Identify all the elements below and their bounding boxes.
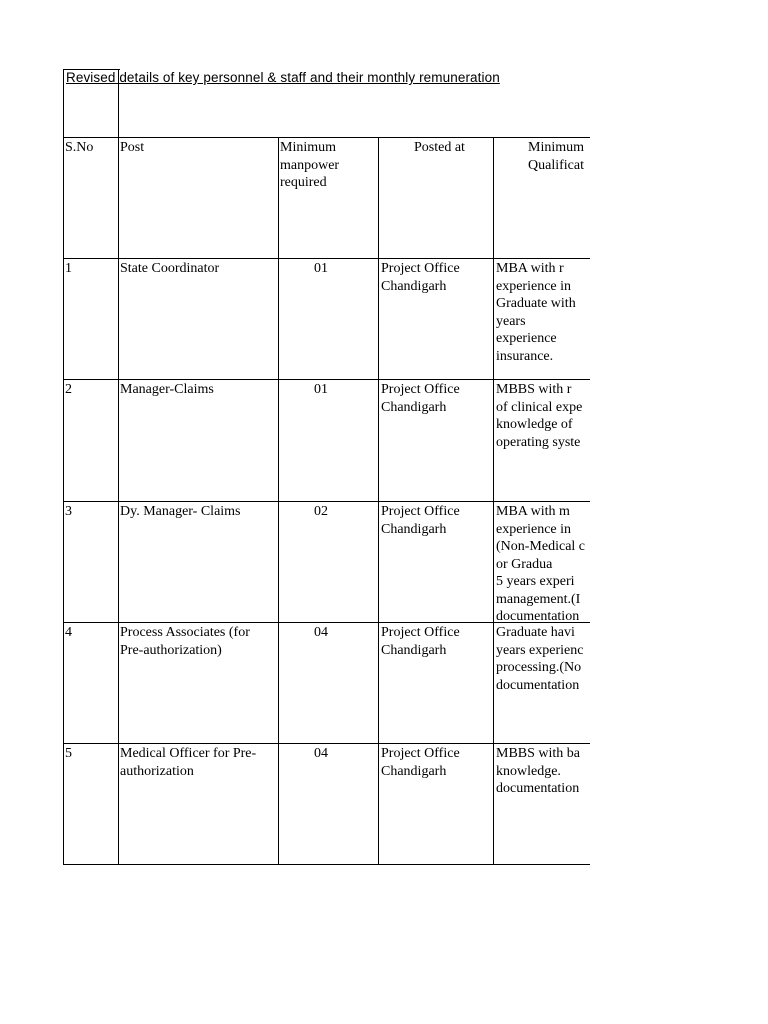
header-post: Post bbox=[120, 140, 145, 155]
row-4-post-line: Pre-authorization) bbox=[120, 642, 222, 658]
row-3-qualification bbox=[496, 503, 590, 622]
row-1-qualification bbox=[496, 260, 590, 365]
row-4-post bbox=[120, 624, 276, 659]
row-divider-3 bbox=[63, 501, 590, 502]
row-2-qual-line: knowledge of bbox=[496, 417, 573, 432]
row-5-qual-line: MBBS with ba bbox=[496, 746, 581, 761]
row-4-manpower: 04 bbox=[314, 625, 328, 640]
table-bottom-border bbox=[63, 864, 590, 865]
row-1-posted-line: Chandigarh bbox=[381, 278, 447, 294]
row-2-qualification bbox=[496, 381, 590, 451]
row-2-post bbox=[120, 381, 276, 399]
header-posted-at: Posted at bbox=[414, 140, 465, 155]
row-2-posted-at bbox=[381, 381, 492, 416]
row-4-posted-line: Project Office bbox=[381, 625, 460, 640]
row-divider-5 bbox=[63, 743, 590, 744]
row-3-qual-line: or Gradua bbox=[496, 556, 553, 572]
row-1-qual-line: years bbox=[496, 313, 526, 329]
row-5-posted-line: Chandigarh bbox=[381, 763, 447, 779]
col-border-sno bbox=[118, 69, 119, 865]
row-1-posted-line: Project Office bbox=[381, 261, 460, 276]
row-3-posted-at bbox=[381, 503, 492, 538]
row-4-qual-line: Graduate havi bbox=[496, 625, 575, 640]
header-manpower-line: manpower bbox=[280, 157, 340, 173]
row-2-manpower: 01 bbox=[314, 382, 328, 397]
row-3-qual-line: experience in bbox=[496, 521, 572, 537]
row-3-qual-line: documentation bbox=[496, 609, 580, 622]
row-2-sno: 2 bbox=[65, 382, 72, 397]
row-2-qual-line: operating syste bbox=[496, 434, 581, 450]
row-1-qual-line: MBA with r bbox=[496, 261, 564, 276]
row-1-qual-line: Graduate with bbox=[496, 296, 576, 311]
row-2-posted-line: Chandigarh bbox=[381, 399, 447, 415]
row-5-post bbox=[120, 745, 276, 780]
header-manpower-line: required bbox=[280, 175, 327, 190]
row-5-posted-at bbox=[381, 745, 492, 780]
row-divider-2 bbox=[63, 379, 590, 380]
row-2-posted-line: Project Office bbox=[381, 382, 460, 397]
row-3-qual-line: MBA with m bbox=[496, 504, 570, 519]
row-4-post-line: Process Associates (for bbox=[120, 625, 250, 640]
header-manpower-line: Minimum bbox=[280, 140, 337, 155]
col-border-left bbox=[63, 69, 64, 865]
row-2-qual-line: MBBS with r bbox=[496, 382, 572, 397]
row-1-post bbox=[120, 260, 276, 278]
row-1-qual-line: experience in bbox=[496, 278, 572, 294]
row-5-qual-line: knowledge. bbox=[496, 763, 561, 779]
row-3-qual-line: 5 years experi bbox=[496, 574, 575, 589]
row-5-qualification bbox=[496, 745, 590, 798]
header-divider bbox=[63, 137, 590, 138]
row-4-qual-line: documentation bbox=[496, 677, 580, 693]
row-5-qual-line: documentation bbox=[496, 781, 580, 796]
col-border-post bbox=[278, 137, 279, 865]
row-3-posted-line: Chandigarh bbox=[381, 521, 447, 537]
row-2-post-line: Manager-Claims bbox=[120, 382, 214, 397]
row-5-sno: 5 bbox=[65, 746, 72, 761]
row-5-post-line: authorization bbox=[120, 763, 194, 779]
row-3-manpower: 02 bbox=[314, 504, 328, 519]
row-4-qual-line: years experienc bbox=[496, 642, 584, 658]
row-1-qual-line: insurance. bbox=[496, 348, 554, 364]
row-5-posted-line: Project Office bbox=[381, 746, 460, 761]
page-crop-edge bbox=[590, 0, 768, 1024]
row-4-qual-line: processing.(No bbox=[496, 660, 582, 675]
header-qualification bbox=[528, 139, 590, 174]
row-3-sno: 3 bbox=[65, 504, 72, 519]
document-title: Revised details of key personnel & staff and their monthly remuneration bbox=[66, 70, 500, 85]
row-3-post-line: Dy. Manager- Claims bbox=[120, 504, 241, 519]
row-divider-4 bbox=[63, 622, 590, 623]
row-1-posted-at bbox=[381, 260, 492, 295]
col-border-manpower bbox=[378, 137, 379, 865]
header-qualification-line: Qualificat bbox=[528, 157, 584, 173]
row-1-post-line: State Coordinator bbox=[120, 261, 220, 276]
row-3-qual-line: management.(I bbox=[496, 591, 581, 607]
col-border-posted bbox=[493, 137, 494, 865]
row-3-qual-line: (Non-Medical c bbox=[496, 539, 586, 554]
row-divider-1 bbox=[63, 258, 590, 259]
row-2-qual-line: of clinical expe bbox=[496, 399, 583, 415]
header-manpower bbox=[280, 139, 377, 192]
table-top-border bbox=[63, 69, 120, 70]
row-5-post-line: Medical Officer for Pre- bbox=[120, 746, 257, 761]
row-4-qualification bbox=[496, 624, 590, 694]
row-1-manpower: 01 bbox=[314, 261, 328, 276]
header-qualification-line: Minimum bbox=[528, 140, 585, 155]
header-sno: S.No bbox=[65, 140, 94, 155]
row-1-qual-line: experience bbox=[496, 331, 557, 346]
row-1-sno: 1 bbox=[65, 261, 72, 276]
row-4-posted-at bbox=[381, 624, 492, 659]
row-5-manpower: 04 bbox=[314, 746, 328, 761]
row-4-posted-line: Chandigarh bbox=[381, 642, 447, 658]
row-4-sno: 4 bbox=[65, 625, 72, 640]
row-3-post bbox=[120, 503, 276, 521]
row-3-posted-line: Project Office bbox=[381, 504, 460, 519]
